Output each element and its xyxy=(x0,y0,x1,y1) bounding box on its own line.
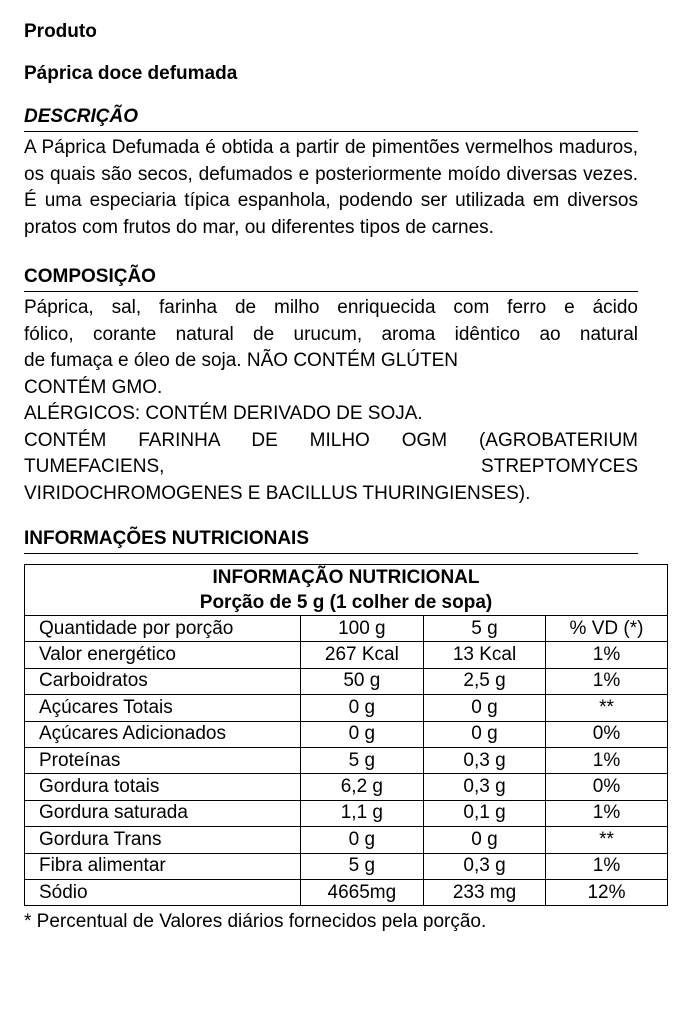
composition-text xyxy=(24,295,638,507)
description-text: A Páprica Defumada é obtida a partir de pimentões vermelhos maduros, os quais são secos, defumados e posteriormente moído diversas vezes. É uma especiaria típica espanhola, podendo ser utilizada em diversos pratos com frutos do mar, ou diferentes tipos de carnes. xyxy=(24,137,638,238)
nutrient-value: 50 g xyxy=(300,668,423,694)
nutrient-value: 4665mg xyxy=(300,879,423,905)
nutrient-name: Fibra alimentar xyxy=(25,853,301,879)
nutrient-value: 6,2 g xyxy=(300,774,423,800)
nutrient-value: 0 g xyxy=(300,827,423,853)
nutrient-name: Carboidratos xyxy=(25,668,301,694)
product-name: Páprica doce defumada xyxy=(24,63,238,84)
composition-heading: COMPOSIÇÃO xyxy=(24,265,638,292)
nutrient-name: Açúcares Adicionados xyxy=(25,721,301,747)
table-title-cell xyxy=(25,565,668,616)
column-header: Quantidade por porção xyxy=(25,616,301,642)
column-header: % VD (*) xyxy=(545,616,667,642)
table-row xyxy=(25,721,668,747)
nutrient-name: Gordura Trans xyxy=(25,827,301,853)
nutrient-name: Valor energético xyxy=(25,642,301,668)
composition-line: ALÉRGICOS: CONTÉM DERIVADO DE SOJA. xyxy=(24,403,423,424)
table-subtitle: Porção de 5 g (1 colher de sopa) xyxy=(199,592,493,613)
nutrient-value: 0% xyxy=(545,774,667,800)
composition-line: CONTÉM GMO. xyxy=(24,376,163,398)
table-row xyxy=(25,879,668,905)
table-row xyxy=(25,747,668,773)
nutrient-value: ** xyxy=(545,695,667,721)
nutrient-value: 0% xyxy=(545,721,667,747)
nutrient-value: 0,1 g xyxy=(424,800,546,826)
composition-line: VIRIDOCHROMOGENES E BACILLUS THURINGIENSES). xyxy=(24,482,531,504)
nutrient-value: ** xyxy=(545,827,667,853)
nutrient-value: 1% xyxy=(545,853,667,879)
table-row xyxy=(25,642,668,668)
table-row xyxy=(25,695,668,721)
nutrient-name: Proteínas xyxy=(25,747,301,773)
composition-line: TUMEFACIENS, STREPTOMYCES xyxy=(24,456,638,477)
nutrient-value: 0 g xyxy=(424,695,546,721)
nutrient-name: Gordura saturada xyxy=(25,800,301,826)
nutrient-value: 0 g xyxy=(424,721,546,747)
nutrient-value: 5 g xyxy=(300,747,423,773)
nutrition-table xyxy=(24,564,668,906)
column-header: 5 g xyxy=(424,616,546,642)
nutrient-value: 5 g xyxy=(300,853,423,879)
table-row xyxy=(25,853,668,879)
composition-line: Páprica, sal, farinha de milho enriquecida com ferro e ácido xyxy=(24,297,638,318)
composition-line: de fumaça e óleo de soja. NÃO CONTÉM GLÚTEN xyxy=(24,350,458,371)
description-heading: DESCRIÇÃO xyxy=(24,105,638,132)
nutrient-name: Açúcares Totais xyxy=(25,695,301,721)
nutrient-value: 1% xyxy=(545,668,667,694)
composition-line: fólico, corante natural de urucum, aroma idêntico ao natural xyxy=(24,323,638,345)
nutrient-value: 0,3 g xyxy=(424,774,546,800)
table-row xyxy=(25,827,668,853)
nutrient-name: Sódio xyxy=(25,879,301,905)
nutrient-value: 0 g xyxy=(300,695,423,721)
table-header-row xyxy=(25,616,668,642)
table-row xyxy=(25,800,668,826)
nutrition-heading: INFORMAÇÕES NUTRICIONAIS xyxy=(24,527,638,554)
table-title-row xyxy=(25,565,668,616)
nutrient-value: 0,3 g xyxy=(424,747,546,773)
nutrient-value: 1% xyxy=(545,747,667,773)
table-row xyxy=(25,774,668,800)
nutrient-value: 2,5 g xyxy=(424,668,546,694)
table-title: INFORMAÇÃO NUTRICIONAL xyxy=(212,567,480,588)
product-spec-document xyxy=(24,20,670,935)
nutrient-value: 267 Kcal xyxy=(300,642,423,668)
nutrient-name: Gordura totais xyxy=(25,774,301,800)
nutrient-value: 13 Kcal xyxy=(424,642,546,668)
nutrient-value: 0 g xyxy=(300,721,423,747)
nutrient-value: 12% xyxy=(545,879,667,905)
table-row xyxy=(25,668,668,694)
column-header: 100 g xyxy=(300,616,423,642)
nutrient-value: 1,1 g xyxy=(300,800,423,826)
composition-line: CONTÉM FARINHA DE MILHO OGM (AGROBATERIUM xyxy=(24,429,638,451)
nutrient-value: 1% xyxy=(545,642,667,668)
nutrient-value: 233 mg xyxy=(424,879,546,905)
product-label: Produto xyxy=(24,21,97,42)
footnote: * Percentual de Valores diários fornecidos pela porção. xyxy=(24,911,487,933)
nutrient-value: 0 g xyxy=(424,827,546,853)
nutrient-value: 1% xyxy=(545,800,667,826)
nutrition-rows xyxy=(25,642,668,906)
nutrient-value: 0,3 g xyxy=(424,853,546,879)
